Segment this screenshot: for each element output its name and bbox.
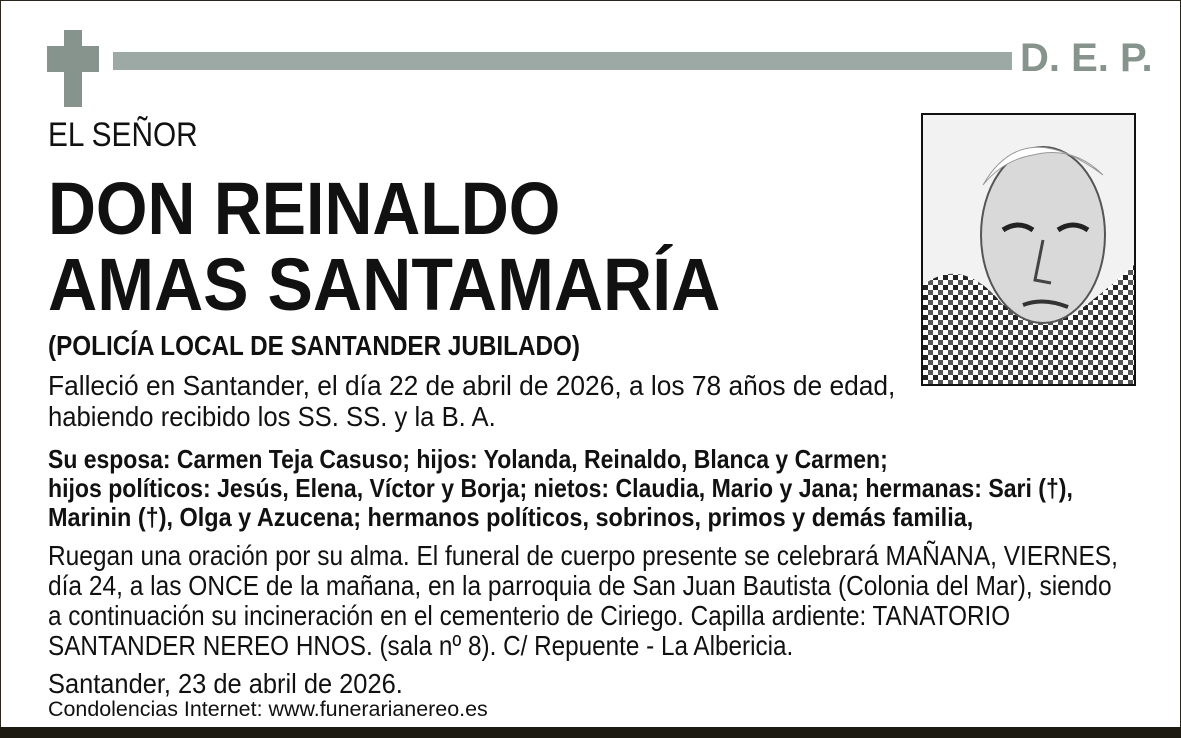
header-rule	[113, 52, 1012, 70]
portrait-image	[923, 115, 1134, 384]
date-line: Santander, 23 de abril de 2026.	[48, 668, 403, 699]
cross-icon-arm	[47, 46, 99, 72]
condolences-line: Condolencias Internet: www.funerarianereo.es	[48, 698, 488, 721]
portrait-photo	[921, 113, 1136, 386]
family-line-3: Marinin (†), Olga y Azucena; hermanos políticos, sobrinos, primos y demás familia,	[48, 502, 974, 532]
dep-label: D. E. P.	[1020, 36, 1153, 80]
name-line-1: DON REINALDO	[48, 167, 561, 250]
occupation: (POLICÍA LOCAL DE SANTANDER JUBILADO)	[48, 330, 580, 361]
family-line-1: Su esposa: Carmen Teja Casuso; hijos: Yolanda, Reinaldo, Blanca y Carmen;	[48, 444, 888, 474]
bottom-bar	[0, 727, 1181, 738]
funeral-line-3: a continuación su incineración en el cementerio de Ciriego. Capilla ardiente: TANATORIO	[48, 600, 1011, 631]
name-line-2: AMAS SANTAMARÍA	[48, 243, 721, 326]
funeral-line-1: Ruegan una oración por su alma. El funeral de cuerpo presente se celebrará MAÑANA, VIERNES,	[48, 540, 1118, 571]
funeral-line-4: SANTANDER NEREO HNOS. (sala nº 8). C/ Repuente - La Albericia.	[48, 630, 794, 661]
death-line-2: habiendo recibido los SS. SS. y la B. A.	[48, 401, 496, 432]
death-line-1: Falleció en Santander, el día 22 de abril de 2026, a los 78 años de edad,	[48, 370, 896, 401]
title-label: EL SEÑOR	[48, 116, 198, 154]
funeral-line-2: día 24, a las ONCE de la mañana, en la parroquia de San Juan Bautista (Colonia del Mar), siendo	[48, 570, 1112, 601]
family-line-2: hijos políticos: Jesús, Elena, Víctor y Borja; nietos: Claudia, Mario y Jana; hermanas: Sari (†),	[48, 473, 1073, 503]
